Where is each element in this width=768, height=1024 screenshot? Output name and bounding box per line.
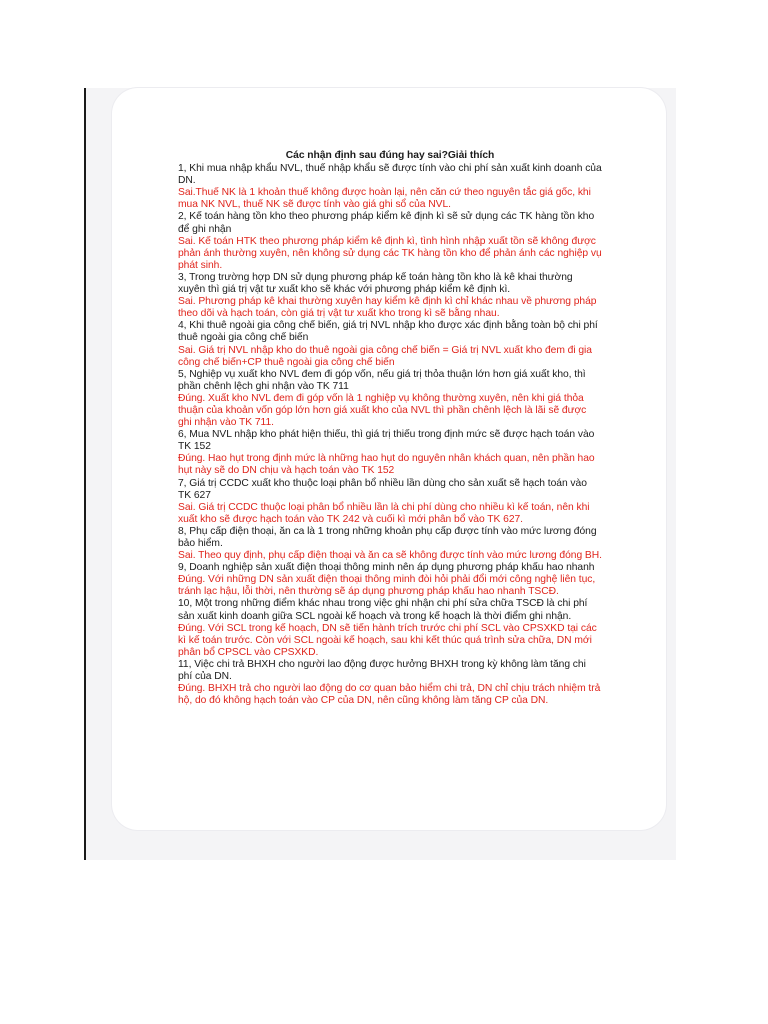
question-5: 5, Nghiệp vụ xuất kho NVL đem đi góp vốn, nếu giá trị thỏa thuận lớn hơn giá xuất kho, thì phần chênh lệch ghi nhận vào TK 711	[178, 368, 586, 392]
answer-8: Sai. Theo quy định, phụ cấp điện thoại và ăn ca sẽ không được tính vào mức lương đóng BH.	[178, 550, 602, 562]
document-title: Các nhận định sau đúng hay sai?Giải thích	[285, 150, 495, 161]
question-1: 1, Khi mua nhập khẩu NVL, thuế nhập khẩu sẽ được tính vào chi phí sản xuất kinh doanh của DN.	[178, 163, 602, 187]
answer-4: Sai. Giá trị NVL nhập kho do thuê ngoài gia công chế biến = Giá trị NVL xuất kho đem đi gia công chế biến+CP thuê ngoài gia công chế biến	[178, 344, 592, 368]
answer-10: Đúng. Với SCL trong kế hoạch, DN sẽ tiến hành trích trước chi phí SCL vào CPSXKD tại các kì kế toán trước. Còn với SCL ngoài kế hoạch, sau khi kết thúc quá trình sửa chữa, DN mới phân bổ CPSCL vào CPSXKD.	[178, 622, 597, 658]
answer-7: Sai. Giá trị CCDC thuộc loại phân bổ nhiều lần là chi phí dùng cho nhiều kì kế toán, nên khi xuất kho sẽ được hạch toán vào TK 242 và cuối kì mới phân bổ vào TK 627.	[178, 501, 590, 525]
answer-3: Sai. Phương pháp kê khai thường xuyên hay kiểm kê định kì chỉ khác nhau về phương pháp theo dõi và hạch toán, còn giá trị vật tư xuất kho trong kì sẽ bằng nhau.	[178, 296, 597, 320]
question-3: 3, Trong trường hợp DN sử dụng phương pháp kế toán hàng tồn kho là kê khai thường xuyên thì giá trị vật tư xuất kho sẽ khác với phương pháp kiểm kê định kì.	[178, 271, 573, 296]
question-8: 8, Phụ cấp điện thoại, ăn ca là 1 trong những khoản phụ cấp được tính vào mức lương đóng bảo hiểm.	[178, 525, 597, 549]
question-4: 4, Khi thuê ngoài gia công chế biến, giá trị NVL nhập kho được xác định bằng toàn bộ chi phí thuê ngoài gia công chế biến	[178, 320, 598, 344]
document-content	[178, 150, 602, 707]
answer-11: Đúng. BHXH trả cho người lao động do cơ quan bảo hiểm chi trả, DN chỉ chịu trách nhiệm trả hộ, do đó không hạch toán vào CP của DN, nên cũng không làm tăng CP của DN.	[178, 683, 601, 707]
question-7: 7, Giá trị CCDC xuất kho thuộc loại phân bổ nhiều lần dùng cho sản xuất sẽ hạch toán vào TK 627	[178, 477, 587, 501]
question-2: 2, Kế toán hàng tồn kho theo phương pháp kiểm kê định kì sẽ sử dụng các TK hàng tồn kho để ghi nhận	[178, 211, 595, 235]
answer-6: Đúng. Hao hụt trong định mức là những hao hụt do nguyên nhân khách quan, nên phần hao hụt này sẽ do DN chịu và hạch toán vào TK 152	[178, 453, 595, 477]
question-6: 6, Mua NVL nhập kho phát hiện thiếu, thì giá trị thiếu trong định mức sẽ được hạch toán vào TK 152	[178, 429, 595, 453]
answer-1: Sai.Thuế NK là 1 khoản thuế không được hoàn lại, nên căn cứ theo nguyên tắc giá gốc, khi mua NK NVL, thuế NK sẽ được tính vào giá ghi sổ của NVL.	[178, 187, 591, 211]
question-10: 10, Một trong những điểm khác nhau trong việc ghi nhận chi phí sửa chữa TSCĐ là chi phí sản xuất kinh doanh giữa SCL ngoài kế hoạch và trong kế hoạch là thời điểm ghi nhận.	[178, 598, 588, 622]
page-left-border	[84, 88, 86, 860]
answer-9: Đúng. Với những DN sản xuất điện thoại thông minh đòi hỏi phải đổi mới công nghệ liên tục, tránh lạc hậu, lỗi thời, nên thường sẽ áp dụng phương pháp khấu hao nhanh TSCĐ.	[178, 574, 596, 598]
answer-5: Đúng. Xuất kho NVL đem đi góp vốn là 1 nghiệp vụ không thường xuyên, nên khi giá thỏa thuận của khoản vốn góp lớn hơn giá xuất kho của NVL thì phần chênh lệch là lãi sẽ được ghi nhận vào TK 711.	[178, 392, 587, 429]
answer-2: Sai. Kế toán HTK theo phương pháp kiểm kê định kì, tình hình nhập xuất tồn sẽ không được phản ánh thường xuyên, nên không sử dụng các TK hàng tồn kho để phản ánh các nghiệp vụ phát sinh.	[178, 235, 602, 271]
question-9: 9, Doanh nghiệp sản xuất điện thoại thông minh nên áp dụng phương pháp khấu hao nhanh	[178, 562, 595, 574]
question-11: 11, Việc chi trả BHXH cho người lao động được hưởng BHXH trong kỳ không làm tăng chi phí của DN.	[178, 658, 586, 683]
